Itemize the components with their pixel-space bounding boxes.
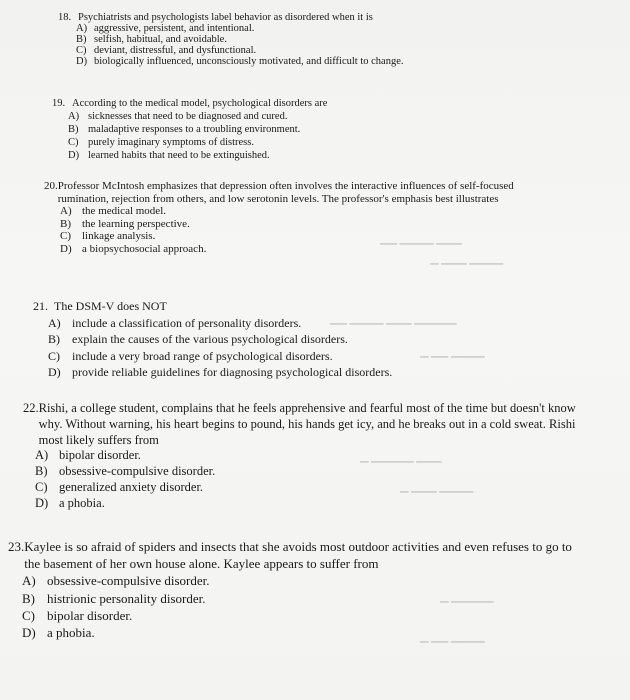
question-stem bbox=[8, 538, 573, 572]
answer-option-b[interactable] bbox=[60, 218, 559, 231]
answer-option-b[interactable] bbox=[68, 123, 412, 136]
answer-options bbox=[22, 572, 573, 641]
option-text: generalized anxiety disorder. bbox=[59, 479, 204, 494]
option-text: deviant, distressful, and dysfunctional. bbox=[94, 45, 257, 56]
answer-option-d[interactable] bbox=[60, 243, 559, 256]
option-text: learned habits that need to be extinguished. bbox=[88, 150, 270, 161]
option-letter: D) bbox=[60, 242, 72, 255]
option-text: include a classification of personality disorders. bbox=[72, 315, 302, 330]
bleed-through-mark: ▁▁▁▁ ▁▁▁ ▁ bbox=[400, 481, 474, 493]
answer-option-a[interactable] bbox=[60, 205, 559, 218]
option-text: a phobia. bbox=[47, 625, 95, 641]
bleed-through-mark: ▁▁▁▁ ▁▁▁ ▁ bbox=[430, 253, 504, 265]
option-letter: C) bbox=[68, 137, 79, 148]
option-text: biologically influenced, unconsciously motivated, and difficult to change. bbox=[94, 56, 404, 67]
option-letter: A) bbox=[76, 23, 88, 34]
option-letter: A) bbox=[68, 111, 80, 122]
question-18 bbox=[58, 12, 478, 67]
option-letter: A) bbox=[48, 315, 61, 330]
option-letter: C) bbox=[22, 607, 35, 623]
option-letter: A) bbox=[22, 573, 36, 589]
option-text: a phobia. bbox=[59, 495, 105, 510]
question-text: Kaylee is so afraid of spiders and insects that she avoids most outdoor activities and even refuses to go to the basement of her own house alone. Kaylee appears to suffer from bbox=[24, 539, 572, 572]
answer-option-b[interactable] bbox=[22, 590, 573, 607]
question-20 bbox=[44, 180, 559, 256]
option-text: the medical model. bbox=[82, 205, 166, 218]
question-text: Psychiatrists and psychologists label behavior as disordered when it is bbox=[78, 12, 373, 23]
bleed-through-mark: ▁▁▁▁▁ ▁ bbox=[440, 591, 494, 603]
option-text: obsessive-compulsive disorder. bbox=[59, 464, 216, 479]
option-letter: A) bbox=[35, 448, 49, 463]
bleed-through-mark: ▁▁▁ ▁▁▁▁▁ ▁ bbox=[360, 451, 442, 463]
option-letter: C) bbox=[48, 348, 60, 363]
option-letter: B) bbox=[35, 464, 48, 479]
option-text: the learning perspective. bbox=[82, 217, 190, 230]
option-text: include a very broad range of psychological disorders. bbox=[72, 348, 333, 363]
option-letter: C) bbox=[35, 479, 48, 494]
answer-option-d[interactable] bbox=[35, 496, 583, 512]
bleed-through-mark: ▁▁▁▁ ▁▁ ▁ bbox=[420, 346, 485, 358]
option-text: provide reliable guidelines for diagnosing psychological disorders. bbox=[72, 365, 393, 379]
bleed-through-mark: ▁▁▁ ▁▁▁▁ ▁▁ bbox=[380, 233, 462, 245]
answer-option-d[interactable] bbox=[22, 624, 573, 641]
option-text: purely imaginary symptoms of distress. bbox=[88, 137, 254, 148]
option-letter: D) bbox=[68, 150, 80, 161]
answer-option-c[interactable] bbox=[76, 45, 478, 56]
answer-option-c[interactable] bbox=[68, 136, 412, 149]
option-letter: B) bbox=[60, 217, 71, 230]
option-text: bipolar disorder. bbox=[47, 607, 133, 623]
answer-options bbox=[48, 315, 453, 381]
question-text: Professor McIntosh emphasizes that depression often involves the interactive influences of self-focused rumination, rejection from others, and low serotonin levels. The professor's emphasis best illustrates bbox=[57, 180, 514, 205]
question-number: 23. bbox=[8, 539, 25, 554]
question-stem bbox=[58, 12, 478, 23]
option-letter: D) bbox=[48, 365, 61, 379]
question-22 bbox=[23, 401, 583, 512]
answer-option-c[interactable] bbox=[48, 348, 453, 365]
option-letter: C) bbox=[60, 230, 71, 243]
option-letter: D) bbox=[22, 625, 36, 641]
answer-options bbox=[60, 205, 559, 255]
answer-option-d[interactable] bbox=[48, 364, 453, 381]
option-text: aggressive, persistent, and intentional. bbox=[94, 23, 255, 34]
question-21 bbox=[33, 298, 453, 381]
question-number: 21. bbox=[33, 299, 48, 313]
answer-option-a[interactable] bbox=[68, 110, 412, 123]
option-text: obsessive-compulsive disorder. bbox=[47, 573, 210, 589]
answer-option-a[interactable] bbox=[48, 315, 453, 332]
option-text: a biopsychosocial approach. bbox=[82, 242, 207, 255]
question-stem bbox=[52, 97, 412, 110]
question-number: 19. bbox=[52, 98, 66, 109]
option-letter: B) bbox=[76, 34, 87, 45]
option-text: sicknesses that need to be diagnosed and cured. bbox=[88, 111, 288, 122]
question-number: 22. bbox=[23, 401, 39, 415]
option-text: linkage analysis. bbox=[82, 230, 156, 243]
question-number: 18. bbox=[58, 12, 72, 23]
answer-option-d[interactable] bbox=[68, 149, 412, 162]
answer-options bbox=[68, 110, 412, 162]
answer-option-d[interactable] bbox=[76, 56, 478, 67]
answer-option-c[interactable] bbox=[35, 480, 583, 496]
option-letter: B) bbox=[68, 124, 79, 135]
option-letter: D) bbox=[35, 495, 49, 510]
answer-option-a[interactable] bbox=[22, 572, 573, 589]
answer-option-a[interactable] bbox=[35, 448, 583, 464]
answer-option-a[interactable] bbox=[76, 23, 478, 34]
question-text: According to the medical model, psychological disorders are bbox=[72, 98, 328, 109]
question-stem bbox=[44, 180, 559, 205]
question-23 bbox=[8, 538, 573, 641]
question-19 bbox=[52, 97, 412, 162]
answer-option-b[interactable] bbox=[76, 34, 478, 45]
answer-option-b[interactable] bbox=[35, 464, 583, 480]
option-letter: D) bbox=[76, 56, 88, 67]
option-text: explain the causes of the various psychological disorders. bbox=[72, 332, 348, 346]
question-text: Rishi, a college student, complains that he feels apprehensive and fearful most of the time but doesn't know why. Without warning, his heart begins to pound, his hands get icy, and he breaks out in a cold sweat. Rishi most likely suffers from bbox=[38, 401, 576, 447]
option-letter: C) bbox=[76, 45, 87, 56]
question-text: The DSM-V does NOT bbox=[54, 299, 167, 313]
option-letter: B) bbox=[48, 332, 60, 346]
answer-option-c[interactable] bbox=[60, 230, 559, 243]
option-text: selfish, habitual, and avoidable. bbox=[94, 34, 227, 45]
bleed-through-mark: ▁▁▁▁ ▁▁ ▁ bbox=[420, 631, 485, 643]
option-letter: B) bbox=[22, 590, 35, 606]
question-stem bbox=[33, 298, 453, 315]
bleed-through-mark: ▁▁▁▁▁ ▁▁▁ ▁▁▁▁ ▁▁ bbox=[330, 313, 457, 325]
question-number: 20. bbox=[44, 180, 58, 192]
option-text: histrionic personality disorder. bbox=[47, 590, 206, 606]
answer-option-b[interactable] bbox=[48, 331, 453, 348]
question-stem bbox=[23, 401, 583, 448]
answer-options bbox=[35, 448, 583, 511]
option-text: bipolar disorder. bbox=[59, 448, 141, 463]
option-text: maladaptive responses to a troubling environment. bbox=[88, 124, 301, 135]
answer-option-c[interactable] bbox=[22, 607, 573, 624]
answer-options bbox=[76, 23, 478, 67]
option-letter: A) bbox=[60, 205, 72, 218]
